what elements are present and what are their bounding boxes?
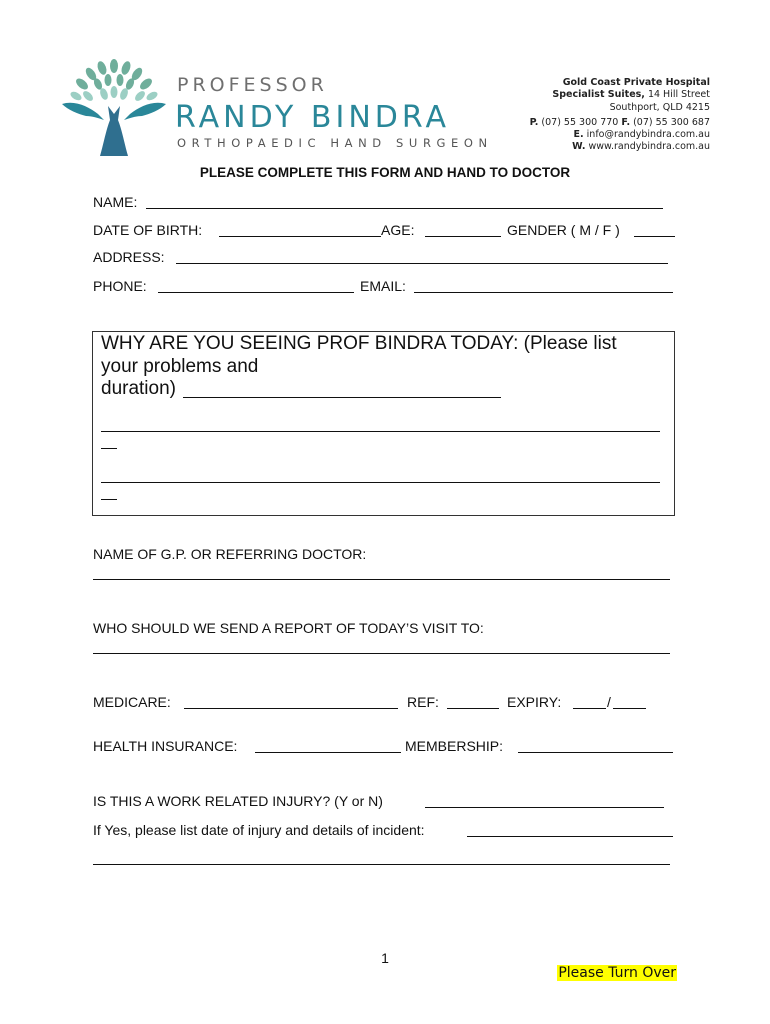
reason-line-1-tail: [101, 448, 117, 449]
incident-field[interactable]: [467, 836, 673, 837]
contact-fax: (07) 55 300 687: [630, 116, 710, 128]
phone-prefix: P.: [529, 116, 539, 128]
health-insurance-label: HEALTH INSURANCE:: [93, 738, 238, 754]
expiry-month-field[interactable]: [573, 708, 606, 709]
form-title: PLEASE COMPLETE THIS FORM AND HAND TO DOCTOR: [199, 165, 571, 180]
gp-label: NAME OF G.P. OR REFERRING DOCTOR:: [93, 546, 367, 562]
phone-field[interactable]: [158, 292, 354, 293]
expiry-separator: /: [607, 694, 611, 710]
duration-field[interactable]: [183, 397, 501, 398]
contact-email: info@randybindra.com.au: [583, 129, 710, 141]
phone-label: PHONE:: [93, 278, 147, 294]
gp-field[interactable]: [93, 579, 670, 580]
dob-field[interactable]: [219, 236, 381, 237]
report-label: WHO SHOULD WE SEND A REPORT OF TODAY’S VISIT TO:: [93, 620, 484, 636]
gender-label: GENDER ( M / F ): [507, 222, 620, 238]
web-prefix: W.: [572, 141, 586, 153]
turn-over-note: Please Turn Over: [558, 965, 676, 981]
report-field[interactable]: [93, 653, 670, 654]
name-field[interactable]: [146, 208, 663, 209]
expiry-year-field[interactable]: [613, 708, 646, 709]
brand-name: RANDY BINDRA: [175, 100, 451, 135]
gender-field[interactable]: [634, 236, 675, 237]
contact-block: [530, 77, 710, 154]
reason-prompt: [101, 333, 673, 401]
membership-field[interactable]: [518, 752, 673, 753]
health-insurance-field[interactable]: [255, 752, 401, 753]
incident-details-field[interactable]: [93, 864, 670, 865]
age-field[interactable]: [425, 236, 501, 237]
fax-prefix: F.: [621, 116, 631, 128]
reason-prompt-line1: WHY ARE YOU SEEING PROF BINDRA TODAY: (Please list: [101, 333, 617, 354]
contact-phone: (07) 55 300 770: [538, 116, 622, 128]
hospital-name: Gold Coast Private Hospital: [562, 77, 710, 88]
city-address: Southport, QLD 4215: [609, 101, 710, 113]
ref-field[interactable]: [447, 708, 499, 709]
street-address: 14 Hill Street: [644, 89, 710, 101]
expiry-label: EXPIRY:: [507, 694, 562, 710]
work-injury-label: IS THIS A WORK RELATED INJURY? (Y or N): [93, 793, 383, 809]
dob-label: DATE OF BIRTH:: [93, 222, 203, 238]
reason-line-1[interactable]: [101, 431, 660, 432]
ref-label: REF:: [407, 694, 439, 710]
contact-website: www.randybindra.com.au: [585, 141, 710, 153]
email-label: EMAIL:: [360, 278, 406, 294]
reason-line-2-tail: [101, 499, 117, 500]
suites-label: Specialist Suites,: [552, 89, 645, 101]
medicare-label: MEDICARE:: [93, 694, 171, 710]
tree-hands-logo: [58, 56, 170, 158]
reason-prompt-line2: your problems and: [101, 355, 259, 377]
name-label: NAME:: [93, 194, 138, 210]
if-yes-label: If Yes, please list date of injury and details of incident:: [93, 822, 425, 838]
email-field[interactable]: [414, 292, 673, 293]
email-prefix: E.: [573, 129, 584, 141]
reason-duration-label: duration): [101, 378, 176, 399]
age-label: AGE:: [381, 222, 415, 238]
membership-label: MEMBERSHIP:: [405, 738, 504, 754]
brand-subtitle: ORTHOPAEDIC HAND SURGEON: [177, 136, 493, 150]
medicare-field[interactable]: [184, 708, 398, 709]
address-label: ADDRESS:: [93, 249, 165, 265]
page-number: 1: [381, 950, 389, 966]
work-injury-field[interactable]: [425, 807, 664, 808]
reason-line-2[interactable]: [101, 482, 660, 483]
brand-title-professor: PROFESSOR: [177, 74, 328, 96]
address-field[interactable]: [176, 263, 668, 264]
